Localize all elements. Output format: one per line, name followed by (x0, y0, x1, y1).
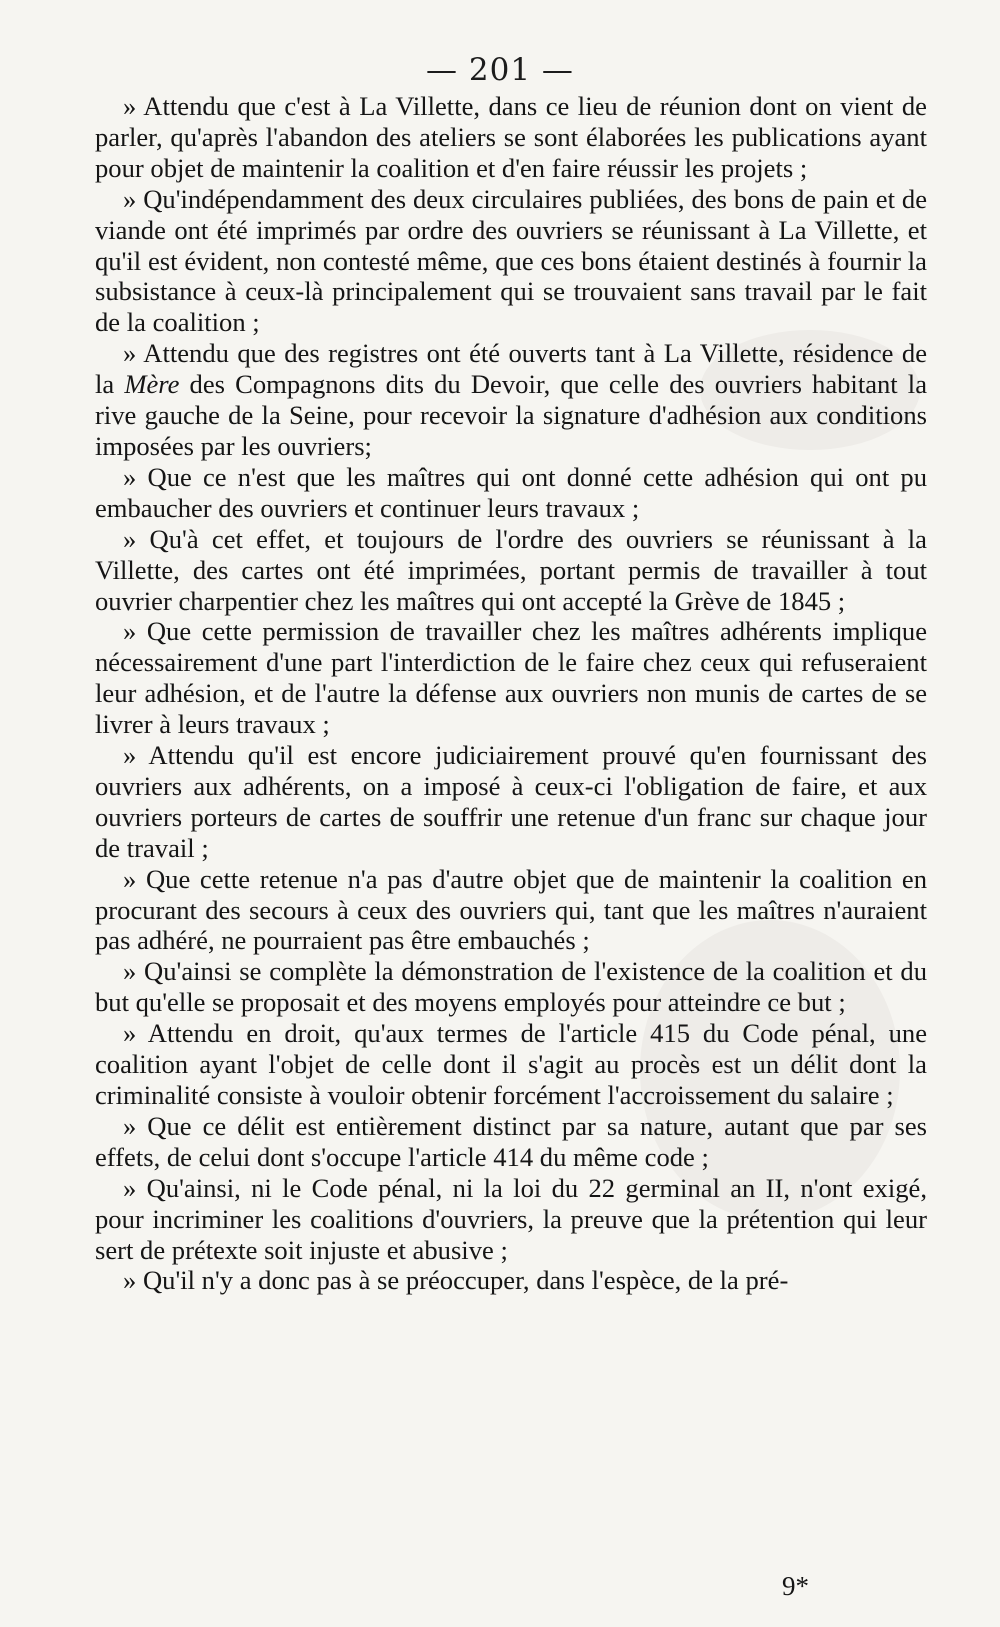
page-number: — 201 — (426, 52, 574, 88)
printer-signature-mark: 9* (782, 1571, 809, 1601)
paragraph: » Que ce n'est que les maîtres qui ont donné cette adhésion qui ont pu embaucher des ouvriers et continuer leurs travaux ; (95, 461, 927, 523)
paragraph: » Qu'ainsi, ni le Code pénal, ni la loi du 22 germinal an II, n'ont exigé, pour incriminer les coalitions d'ouvriers, la preuve que la prétention qui leur sert de prétexte soit injuste et abusive ; (95, 1172, 927, 1265)
paragraph: » Qu'il n'y a donc pas à se préoccuper, dans l'espèce, de la pré- (123, 1265, 789, 1296)
paragraph: » Attendu que des registres ont été ouverts tant à La Villette, résidence de la Mère des Compagnons dits du Devoir, que celle des ouvriers habitant la rive gauche de la Seine, pour recevoir la signature d'adhésion aux conditions imposées par les ouvriers; (95, 338, 928, 461)
body-text (95, 91, 927, 1296)
paragraph: » Attendu en droit, qu'aux termes de l'article 415 du Code pénal, une coalition ayant l'objet de celle dont il s'agit au procès est un délit dont la criminalité consiste à vouloir obtenir forcément l'accroissement du salaire ; (95, 1018, 927, 1110)
paragraph: » Que cette permission de travailler chez les maîtres adhérents implique nécessairement d'une part l'interdiction de le faire chez ceux qui refuseraient leur adhésion, et de l'autre la défense aux ouvriers non munis de cartes de se livrer à leurs travaux ; (95, 616, 927, 740)
paragraph: » Qu'indépendamment des deux circulaires publiées, des bons de pain et de viande ont été imprimés par ordre des ouvriers se réunissant à La Villette, et qu'il est évident, non contesté même, que ces bons étaient destinés à fournir la subsistance à ceux-là principalement qui se trouvaient sans travail par le fait de la coalition ; (95, 183, 927, 338)
paragraph: » Que cette retenue n'a pas d'autre objet que de maintenir la coalition en procurant des secours à ceux des ouvriers qui, tant que les maîtres n'auraient pas adhéré, ne pourraient pas être embauchés ; (95, 863, 927, 956)
paragraph: » Qu'à cet effet, et toujours de l'ordre des ouvriers se réunissant à la Villette, des cartes ont été imprimées, portant permis de travailler à tout ouvrier charpentier chez les maîtres qui ont accepté la Grève de 1845 ; (95, 523, 927, 616)
paragraph: » Que ce délit est entièrement distinct par sa nature, autant que par ses effets, de celui dont s'occupe l'article 414 du même code ; (95, 1110, 927, 1172)
paragraph: » Attendu qu'il est encore judiciairement prouvé qu'en fournissant des ouvriers aux adhérents, on a imposé à ceux-ci l'obligation de faire, et aux ouvriers porteurs de cartes de souffrir une retenue d'un franc sur chaque jour de travail ; (95, 740, 927, 863)
italic-term: Mère (124, 369, 180, 400)
paragraph: » Qu'ainsi se complète la démonstration de l'existence de la coalition et du but qu'elle se proposait et des moyens employés pour atteindre ce but ; (95, 956, 927, 1018)
paragraph: » Attendu que c'est à La Villette, dans ce lieu de réunion dont on vient de parler, qu'après l'abandon des ateliers se sont élaborées les publications ayant pour objet de maintenir la coalition et d'en faire réussir les projets ; (95, 91, 927, 183)
